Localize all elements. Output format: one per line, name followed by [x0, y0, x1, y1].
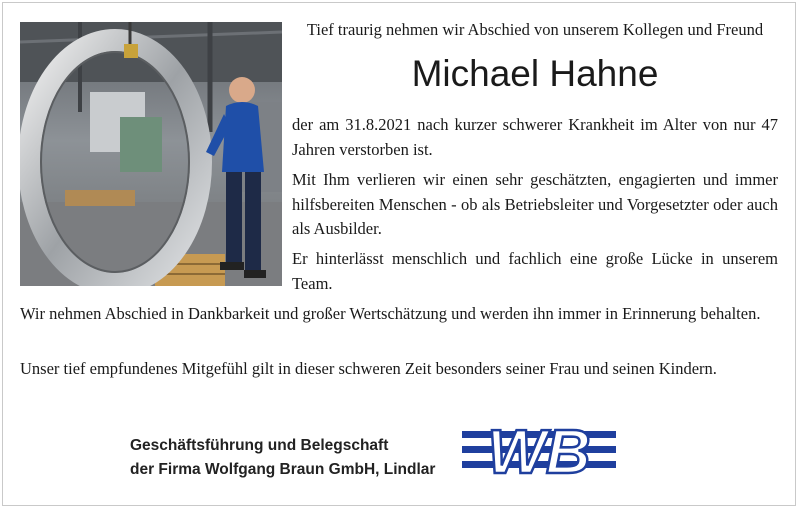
paragraph-farewell: Wir nehmen Abschied in Dankbarkeit und großer Wertschätzung und werden ihn immer in Erinnerung behalten.: [20, 304, 761, 323]
logo-letters: WB: [487, 418, 591, 483]
portrait-photo: [20, 22, 282, 286]
paragraph-death-date: der am 31.8.2021 nach kurzer schwerer Krankheit im Alter von nur 47 Jahren verstorben ist.: [292, 115, 778, 159]
deceased-name: Michael Hahne: [411, 53, 659, 94]
intro-line: Tief traurig nehmen wir Abschied von unserem Kollegen und Freund: [306, 20, 764, 39]
paragraph-condolence: Unser tief empfundenes Mitgefühl gilt in dieser schweren Zeit besonders seiner Frau und seinen Kindern.: [20, 359, 717, 378]
signature-line-2: der Firma Wolfgang Braun GmbH, Lindlar: [130, 461, 436, 478]
paragraph-loss: Er hinterlässt menschlich und fachlich eine große Lücke in unserem Team.: [292, 249, 778, 293]
paragraph-appreciation: Mit Ihm verlieren wir einen sehr geschätzten, engagierten und immer hilfsbereiten Menschen - ob als Betriebsleiter und Vorgesetzter oder auch als Ausbilder.: [292, 170, 778, 238]
company-logo: [462, 417, 616, 483]
signature-line-1: Geschäftsführung und Belegschaft: [130, 437, 389, 454]
signature-block: [130, 434, 460, 482]
